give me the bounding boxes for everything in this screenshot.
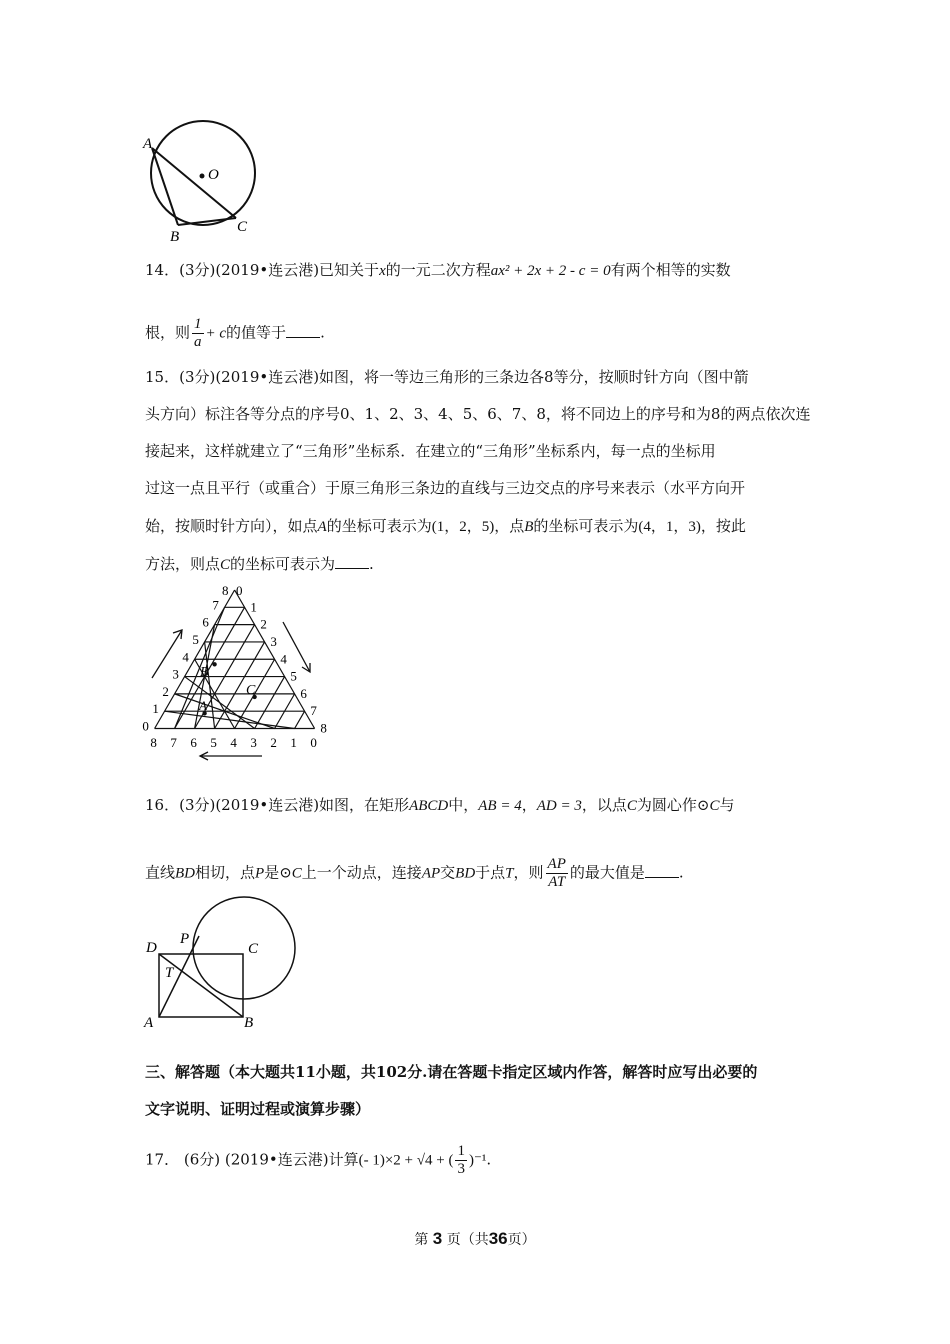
q16-comma: ， <box>521 796 537 814</box>
left-side-label: 2 <box>162 683 169 699</box>
q16-l2-c: 是⊙ <box>264 863 292 882</box>
label-o: O <box>208 167 219 183</box>
q15-l5-e: ，按此 <box>700 517 746 535</box>
left-side-label: 4 <box>182 649 189 665</box>
q16-mid2: ，以点 <box>581 796 627 814</box>
q17-line <box>145 1143 491 1178</box>
label-t: T <box>165 965 174 981</box>
page-number: 3 <box>432 1229 443 1248</box>
q16-rect: ABCD <box>409 798 449 814</box>
footer-mid: 页（共 <box>446 1232 489 1248</box>
bottom-side-label: 8 <box>150 735 157 750</box>
q17-head: 17． (6分) (2019•连云港)计算 <box>145 1150 359 1169</box>
left-side-label: 1 <box>152 701 159 717</box>
q14-equation: ax² + 2x + 2 - c = 0 <box>490 263 611 279</box>
arrow-right-side <box>283 622 310 672</box>
right-side-label: 6 <box>300 685 307 701</box>
grid-parallel-right-line <box>165 711 295 728</box>
label-b: B <box>244 1015 254 1031</box>
section-heading-line1: 三、解答题（本大题共11小题，共102分.请在答题卡指定区域内作答，解答时应写出必要的 <box>145 1063 758 1081</box>
q16-c3: C <box>291 865 302 882</box>
top-label-0: 0 <box>236 583 243 598</box>
bottom-side-label: 3 <box>250 735 257 750</box>
q16-line1 <box>145 795 734 816</box>
q16-l2-e: 交 <box>440 863 456 882</box>
top-label-8: 8 <box>222 583 229 598</box>
q14-var-x: x <box>379 263 386 279</box>
left-side-label: 0 <box>142 718 149 734</box>
label-point-b: B <box>200 665 209 680</box>
q14-expr: + c <box>205 325 227 342</box>
q15-point-c: C <box>220 557 231 573</box>
q15-end: . <box>369 555 374 573</box>
bottom-side-label: 2 <box>270 735 277 750</box>
label-point-c: C <box>246 683 256 698</box>
q16-ap: AP <box>421 865 441 882</box>
page-footer <box>0 1229 950 1249</box>
right-side-label: 2 <box>260 616 267 632</box>
q17-expr1: (- 1)×2 + √4 + ( <box>358 1152 454 1169</box>
bottom-side-label: 5 <box>210 735 217 750</box>
q17-fraction <box>455 1143 467 1178</box>
q14-line2-pre: 根，则 <box>145 323 191 342</box>
q16-mid1: 中， <box>448 796 479 814</box>
q17-frac-den: 3 <box>457 1161 465 1177</box>
label-c: C <box>237 219 248 235</box>
right-side-label: 8 <box>320 720 327 736</box>
q16-frac-den: AT <box>548 874 566 890</box>
circle-c <box>193 897 295 999</box>
q14-line2-post: 的值等于 <box>226 323 287 342</box>
q16-l2-d: 上一个动点，连接 <box>301 863 422 882</box>
q16-bd: BD <box>175 865 196 882</box>
q14-tail: 有两个相等的实数 <box>610 261 731 279</box>
q16-line2 <box>145 856 684 891</box>
q16-l2-g: ，则 <box>513 863 544 882</box>
bottom-side-label: 0 <box>310 735 317 750</box>
q15-line2: 头方向）标注各等分点的序号0、1、2、3、4、5、6、7、8，将不同边上的序号和为8的两点依次连 <box>145 405 811 423</box>
footer-post: 页） <box>507 1232 536 1248</box>
q15-line6 <box>145 554 374 575</box>
left-side-label: 5 <box>192 631 199 647</box>
bottom-side-label: 6 <box>190 735 197 750</box>
label-c: C <box>248 941 259 957</box>
right-side-label: 3 <box>270 633 277 649</box>
grid-parallel-left-line <box>255 677 285 729</box>
q15-line5 <box>145 516 746 537</box>
q16-t: T <box>505 865 514 882</box>
center-dot <box>200 174 205 179</box>
q16-mid3: 为圆心作⊙ <box>636 796 710 814</box>
q15-l5-a: 始，按顺时针方向），如点 <box>145 517 318 535</box>
left-side-label: 7 <box>212 597 219 613</box>
q16-l2-h: 的最大值是 <box>569 863 645 882</box>
footer-pre: 第 <box>414 1232 429 1248</box>
q16-bd2: BD <box>455 865 476 882</box>
bottom-side-label: 1 <box>290 735 297 750</box>
label-a: A <box>143 136 153 152</box>
q16-l2-a: 直线 <box>145 863 176 882</box>
grid-parallel-left-line <box>295 711 305 728</box>
q16-c1: C <box>626 798 637 814</box>
page-total: 36 <box>488 1229 508 1248</box>
left-side-label: 6 <box>202 614 209 630</box>
right-side-label: 5 <box>290 668 297 684</box>
figure-triangle-grid <box>140 580 340 770</box>
q16-l2-f: 于点 <box>475 863 506 882</box>
right-side-label: 7 <box>310 703 317 719</box>
label-p: P <box>180 931 190 947</box>
q16-fraction <box>546 856 568 891</box>
triangle-grid-lines <box>155 590 315 729</box>
label-b: B <box>170 229 180 245</box>
q14-fraction <box>192 316 204 351</box>
q15-point-a: A <box>317 519 327 535</box>
q16-head: 16．(3分)(2019•连云港)如图，在矩形 <box>145 796 410 814</box>
answer-blank <box>286 323 320 338</box>
answer-blank <box>335 554 369 569</box>
q14-line1 <box>145 260 731 281</box>
figure-rectangle-circle <box>140 895 305 1035</box>
triangle-grid-labels <box>142 597 327 750</box>
q16-ab: AB = 4 <box>478 798 522 814</box>
q15-l5-b: 的坐标可表示为 <box>326 517 432 535</box>
grid-parallel-left-line <box>215 642 265 729</box>
q14-frac-num: 1 <box>194 316 202 332</box>
figure-circle-triangle <box>140 120 265 245</box>
q15-l5-d: 的坐标可表示为 <box>533 517 639 535</box>
q15-l5-c: ，点 <box>494 517 525 535</box>
circle-o <box>151 121 255 225</box>
q15-l6-b: 的坐标可表示为 <box>230 555 336 573</box>
q15-line4: 过这一点且平行（或重合）于原三角形三条边的直线与三边交点的序号来表示（水平方向开 <box>145 479 746 497</box>
q16-ad: AD = 3 <box>536 798 582 814</box>
diagonal-bd <box>159 954 243 1017</box>
left-side-label: 3 <box>172 666 179 682</box>
q16-c2: C <box>709 798 720 814</box>
q17-end: . <box>486 1150 492 1169</box>
label-a: A <box>144 1015 154 1031</box>
right-side-label: 1 <box>250 599 257 615</box>
grid-parallel-left-line <box>175 607 245 728</box>
q17-frac-num: 1 <box>457 1143 465 1159</box>
q15-coord-b: (4，1，3) <box>638 519 701 535</box>
q14-frac-den: a <box>194 334 202 350</box>
q15-line1: 15．(3分)(2019•连云港)如图，将一等边三角形的三条边各8等分，按顺时针方向（图中箭 <box>145 368 749 386</box>
q17-expr2: )⁻¹ <box>468 1152 487 1169</box>
q16-mid4: 与 <box>719 796 735 814</box>
q15-l6-a: 方法，则点 <box>145 555 221 573</box>
label-d: D <box>146 940 157 956</box>
q14-mid: 的一元二次方程 <box>385 261 491 279</box>
label-point-a: A <box>199 698 207 713</box>
q14-line2 <box>145 316 325 351</box>
q14-end: . <box>320 323 325 342</box>
q15-point-b: B <box>524 519 534 535</box>
right-side-label: 4 <box>280 651 287 667</box>
q16-l2-b: 相切，点 <box>195 863 256 882</box>
q14-head: 14．(3分)(2019•连云港)已知关于 <box>145 261 380 279</box>
q16-frac-num: AP <box>547 856 566 872</box>
section-heading-line2: 文字说明、证明过程或演算步骤） <box>145 1100 371 1118</box>
q15-line3: 接起来，这样就建立了“三角形”坐标系．在建立的“三角形”坐标系内，每一点的坐标用 <box>145 442 716 460</box>
q15-coord-a: (1，2，5) <box>431 519 495 535</box>
bottom-side-label: 7 <box>170 735 177 750</box>
answer-blank <box>645 863 679 878</box>
bottom-side-label: 4 <box>230 735 237 750</box>
q16-p: P <box>255 865 265 882</box>
point-b-dot <box>212 662 216 666</box>
q16-end: . <box>678 863 684 882</box>
